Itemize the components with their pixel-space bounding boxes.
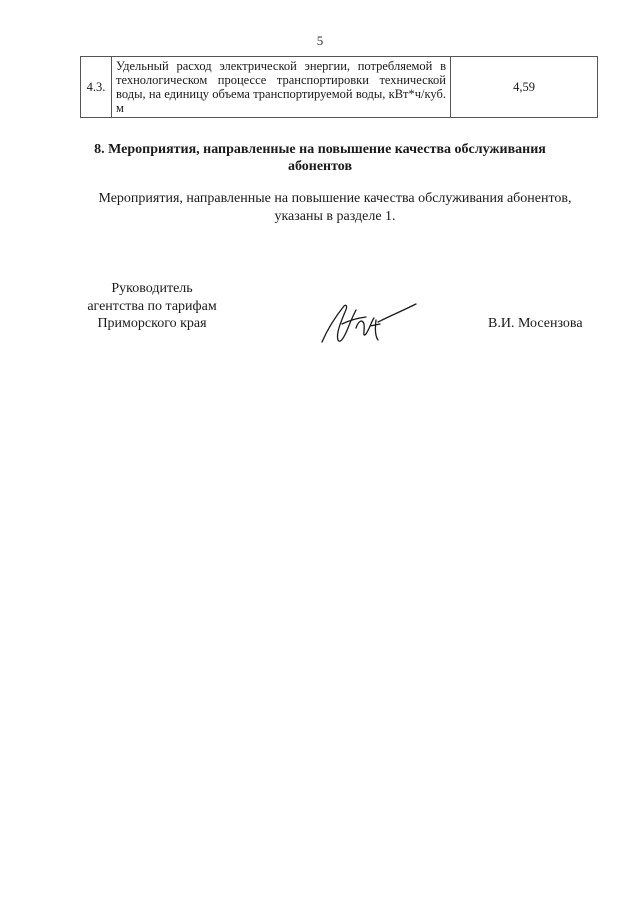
section-body: Мероприятия, направленные на повышение качества обслуживания абонентов, указаны в разделе 1. <box>98 191 572 224</box>
handwritten-signature <box>318 298 418 346</box>
row-number-cell: 4.3. <box>81 57 112 118</box>
signatory-name: В.И. Мосензова <box>488 316 583 331</box>
section-title: 8. Мероприятия, направленные на повышение качества обслуживания абонентов <box>94 142 546 174</box>
indicator-table <box>80 56 598 118</box>
signature-role-line: Приморского края <box>97 316 207 331</box>
row-description-cell: Удельный расход электрической энергии, потребляемой в технологическом процессе транспортировки технической воды, на единицу объема транспортируемой воды, кВт*ч/куб. м <box>112 57 451 118</box>
page-number: 5 <box>316 33 324 48</box>
row-value-cell: 4,59 <box>451 57 598 118</box>
signature-role-line: Руководитель <box>111 281 193 296</box>
table-row <box>81 57 598 118</box>
signature-role <box>72 280 232 333</box>
signature-role-line: агентства по тарифам <box>87 298 217 314</box>
